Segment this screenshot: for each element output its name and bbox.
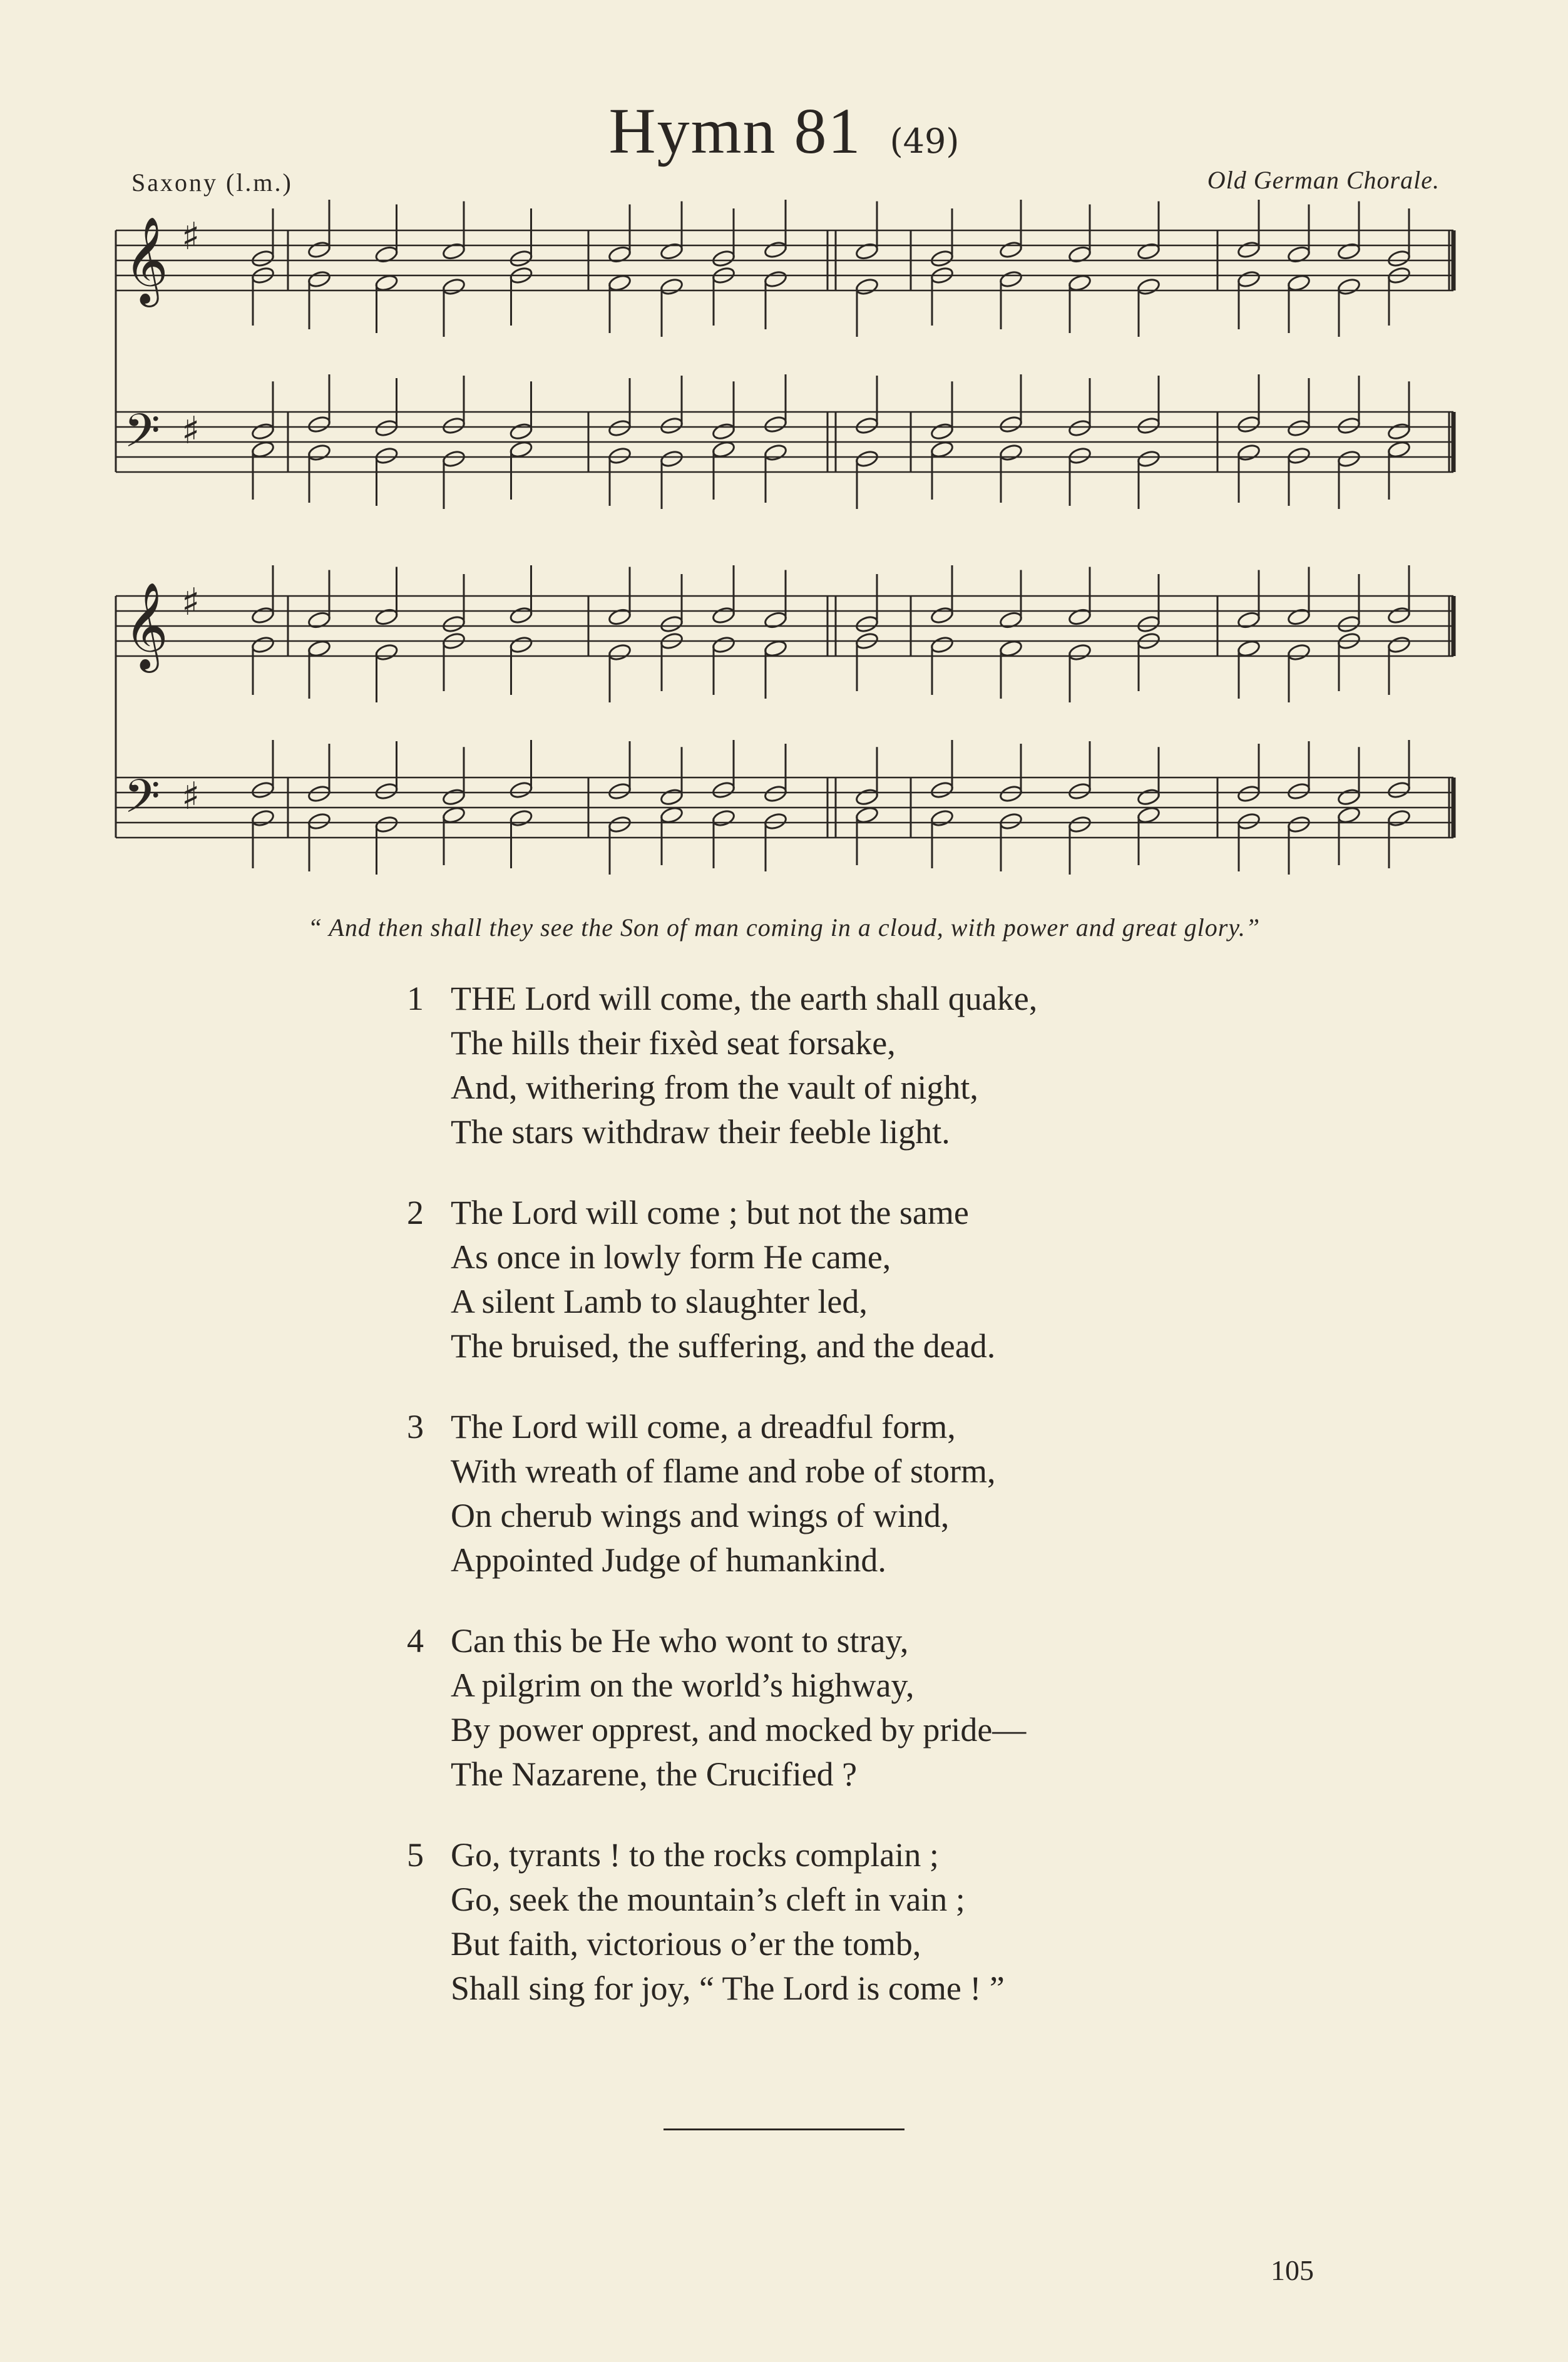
note-head (1068, 643, 1092, 662)
note-head (608, 419, 632, 438)
note-head (1337, 416, 1361, 435)
verse-line (407, 977, 1346, 1021)
verse-line: The Nazarene, the Crucified ? (451, 1755, 858, 1793)
verse-line: But faith, victorious o’er the tomb, (451, 1925, 921, 1963)
note-head (374, 419, 399, 438)
note-head (1287, 815, 1311, 834)
note-head (712, 781, 736, 799)
note-head (764, 240, 788, 259)
note-head (712, 249, 736, 268)
note-head (374, 643, 399, 662)
note-head (1287, 446, 1311, 465)
note-head (608, 643, 632, 662)
note-head (1387, 606, 1412, 625)
note-head (1287, 782, 1311, 801)
verse-line: By power opprest, and mocked by pride— (451, 1711, 1027, 1748)
note-head (1387, 809, 1412, 828)
note-head (660, 277, 684, 296)
note-head (251, 440, 275, 459)
verse-line: Appointed Judge of humankind. (451, 1541, 886, 1579)
verse-line: On cherub wings and wings of wind, (451, 1497, 950, 1534)
note-head (1237, 443, 1261, 462)
verse-line: Shall sing for joy, “ The Lord is come ! ” (451, 1969, 1005, 2007)
clef-symbol: ♯ (182, 774, 200, 818)
note-head (251, 422, 275, 441)
note-head (855, 449, 879, 468)
note-head (1337, 615, 1361, 634)
note-head (1068, 274, 1092, 292)
note-head (442, 615, 466, 634)
note-head (307, 784, 332, 803)
note-head (1337, 277, 1361, 296)
verse-line: A silent Lamb to slaughter led, (451, 1283, 868, 1320)
note-head (442, 277, 466, 296)
clef-symbol: 𝄢 (124, 404, 160, 470)
note-head (764, 415, 788, 434)
note-head (374, 815, 399, 834)
note-head (1387, 249, 1412, 268)
note-head (1337, 806, 1361, 824)
note-head (764, 270, 788, 289)
note-head (251, 249, 275, 268)
note-head (608, 446, 632, 465)
verse-line-text: The Lord will come ; but not the same (451, 1194, 969, 1231)
tune-name: Saxony (l.m.) (131, 168, 293, 197)
note-head (374, 782, 399, 801)
verse-number: 2 (407, 1194, 424, 1231)
verse-number: 1 (407, 980, 424, 1017)
note-head (999, 784, 1023, 803)
page-number: 105 (1271, 2254, 1314, 2286)
note-head (374, 274, 399, 292)
note-head (1387, 440, 1412, 459)
note-head (930, 635, 955, 654)
verse-line: With wreath of flame and robe of storm, (451, 1452, 996, 1490)
verse-line: The bruised, the suffering, and the dead. (451, 1327, 996, 1365)
note-head (374, 446, 399, 465)
note-head (442, 449, 466, 468)
note-head (930, 781, 955, 799)
note-head (1287, 643, 1311, 662)
note-head (1137, 416, 1161, 435)
note-head (1068, 782, 1092, 801)
note-head (608, 782, 632, 801)
note-head (764, 784, 788, 803)
verse-line: A pilgrim on the world’s highway, (451, 1666, 915, 1704)
verses (407, 977, 1346, 2047)
hymn-alt-number: (49) (889, 121, 960, 161)
verse-2 (407, 1191, 1346, 1368)
note-head (509, 635, 533, 654)
verse-line: Go, seek the mountain’s cleft in vain ; (451, 1881, 965, 1918)
verse-line: And, withering from the vault of night, (451, 1069, 978, 1106)
note-head (1137, 788, 1161, 806)
note-head (509, 422, 533, 441)
note-head (855, 416, 879, 435)
clef-symbol: 𝄞 (124, 582, 168, 669)
note-head (660, 416, 684, 435)
verse-number: 4 (407, 1622, 424, 1660)
note-head (712, 635, 736, 654)
verse-1 (407, 977, 1346, 1154)
note-head (855, 615, 879, 634)
note-head (930, 606, 955, 625)
note-head (509, 809, 533, 828)
verse-3 (407, 1405, 1346, 1583)
note-head (442, 806, 466, 824)
epigraph: “ And then shall they see the Son of man coming in a cloud, with power and great glory.” (307, 913, 1261, 942)
note-head (712, 606, 736, 625)
note-head (855, 788, 879, 806)
note-head (1137, 277, 1161, 296)
verse-line: As once in lowly form He came, (451, 1238, 891, 1276)
clef-symbol: 𝄢 (124, 769, 160, 835)
note-head (712, 809, 736, 828)
clef-symbol: 𝄞 (124, 217, 168, 304)
verse-line (407, 1833, 1346, 1877)
verse-line (407, 1191, 1346, 1235)
note-head (509, 606, 533, 625)
note-head (764, 443, 788, 462)
note-head (1237, 639, 1261, 658)
note-head (608, 815, 632, 834)
note-head (660, 788, 684, 806)
note-head (999, 415, 1023, 434)
note-head (442, 416, 466, 435)
note-head (251, 809, 275, 828)
note-head (1068, 446, 1092, 465)
note-head (307, 443, 332, 462)
note-head (307, 812, 332, 831)
note-head (930, 809, 955, 828)
note-head (999, 443, 1023, 462)
note-head (307, 415, 332, 434)
note-head (712, 440, 736, 459)
note-head (1237, 784, 1261, 803)
note-head (1387, 422, 1412, 441)
note-head (1137, 806, 1161, 824)
clef-symbol: ♯ (182, 409, 200, 453)
note-head (1137, 449, 1161, 468)
note-head (1137, 615, 1161, 634)
note-head (608, 274, 632, 292)
note-head (509, 249, 533, 268)
verse-line-text: Go, tyrants ! to the rocks complain ; (451, 1836, 939, 1874)
note-head (251, 635, 275, 654)
note-head (307, 270, 332, 289)
note-head (855, 806, 879, 824)
note-head (1237, 240, 1261, 259)
note-head (1387, 635, 1412, 654)
note-head (1287, 274, 1311, 292)
note-head (509, 440, 533, 459)
hymn-title: Hymn 81 (608, 95, 862, 167)
verse-line (407, 1619, 1346, 1663)
note-head (855, 277, 879, 296)
verse-line-text: The Lord will come, a dreadful form, (451, 1408, 956, 1445)
note-head (930, 422, 955, 441)
clef-symbol: ♯ (182, 580, 200, 624)
verse-line-text: The hills their fixèd seat forsake, (451, 1024, 896, 1062)
note-head (1068, 419, 1092, 438)
note-head (999, 639, 1023, 658)
verse-line: The stars withdraw their feeble light. (451, 1113, 950, 1151)
note-head (1287, 419, 1311, 438)
note-head (1337, 449, 1361, 468)
clef-symbol: ♯ (182, 215, 200, 259)
note-head (1237, 415, 1261, 434)
note-head (930, 249, 955, 268)
closing-rule (664, 2128, 904, 2130)
verse-line (407, 1405, 1346, 1449)
verse-line-text: THE Lord will come, the earth shall quake, (451, 980, 1038, 1017)
verse-4 (407, 1619, 1346, 1797)
note-head (999, 240, 1023, 259)
note-head (1068, 815, 1092, 834)
note-head (442, 788, 466, 806)
verse-number: 3 (407, 1408, 424, 1445)
note-head (764, 639, 788, 658)
note-head (712, 422, 736, 441)
note-head (1237, 270, 1261, 289)
verse-number: 5 (407, 1836, 424, 1874)
verse-5 (407, 1833, 1346, 2011)
music-score (0, 0, 1568, 889)
note-head (1387, 781, 1412, 799)
verse-line-text: Can this be He who wont to stray, (451, 1622, 909, 1660)
note-head (251, 606, 275, 625)
note-head (307, 639, 332, 658)
verse-line (407, 1021, 1346, 1065)
note-head (660, 449, 684, 468)
note-head (930, 440, 955, 459)
note-head (1337, 788, 1361, 806)
note-head (509, 781, 533, 799)
note-head (1237, 812, 1261, 831)
note-head (660, 615, 684, 634)
note-head (764, 812, 788, 831)
note-head (307, 240, 332, 259)
note-head (999, 270, 1023, 289)
note-head (999, 812, 1023, 831)
note-head (660, 806, 684, 824)
note-head (251, 781, 275, 799)
attribution: Old German Chorale. (1207, 166, 1440, 194)
